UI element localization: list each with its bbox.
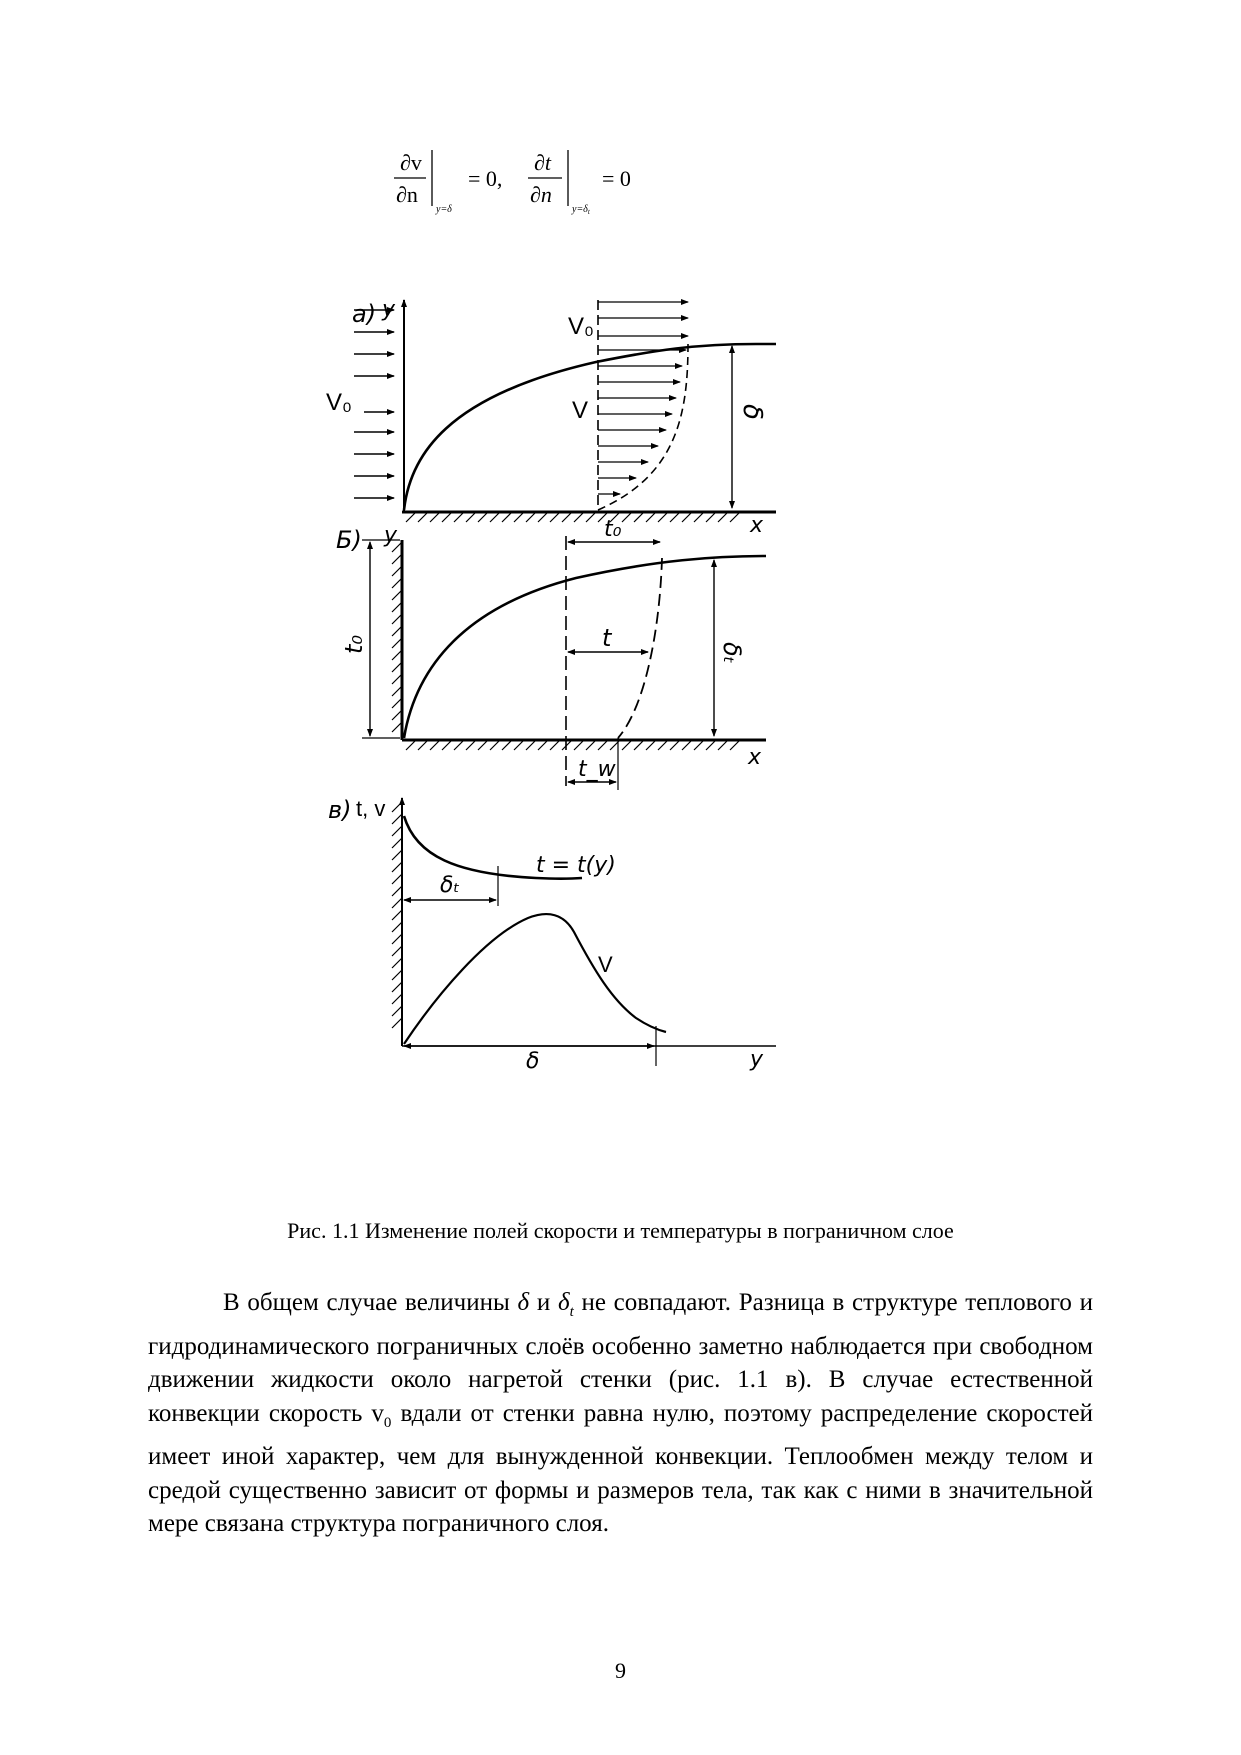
panel-a-v0-left: V₀ [326, 389, 352, 416]
panel-c-t-curve-label: t = t(y) [536, 853, 616, 878]
figure-caption: Рис. 1.1 Изменение полей скорости и температуры в пограничном слое [287, 1218, 954, 1243]
formula-dt: ∂t [534, 150, 551, 175]
boundary-layer-figure [326, 286, 896, 1192]
panel-c-y-label: t, v [356, 796, 386, 821]
panel-b [336, 517, 766, 790]
panel-b-t0-top: t₀ [604, 517, 622, 542]
formula-dv: ∂v [400, 150, 422, 175]
formula-sub-2: $y=\delta_t$ [572, 204, 590, 216]
panel-a-y-label: y [382, 297, 396, 322]
panel-c-wall-hatching [392, 802, 402, 1028]
boundary-condition-formula [380, 148, 700, 218]
delta-t-symbol: $\delta_t$ [557, 1289, 574, 1320]
panel-a-label: а) [352, 300, 377, 328]
panel-b-thermal-curve [404, 556, 766, 738]
formula-eq-2: = 0 [602, 166, 631, 191]
panel-b-y-label: y [384, 523, 398, 548]
panel-c [328, 796, 776, 1074]
v0-subscript: 0 [383, 1414, 392, 1431]
panel-a-profile-arrows [598, 366, 682, 494]
page-number: 9 [615, 1658, 626, 1683]
panel-a-x-label: x [750, 513, 764, 538]
panel-c-v-curve-label: V [598, 952, 613, 977]
delta-symbol: δ [517, 1289, 530, 1316]
panel-c-velocity-curve [404, 914, 666, 1044]
panel-a-free-stream-arrows [598, 302, 688, 350]
panel-b-temperature-profile [618, 558, 662, 738]
panel-c-delta-t-label: δₜ [440, 873, 460, 898]
panel-a-delta-label: δ [737, 404, 767, 420]
panel-c-label: в) [328, 796, 352, 824]
panel-b-tw-label: t_w [578, 757, 616, 782]
formula-eq-1: = 0, [468, 166, 503, 191]
formula-dn-2: ∂n [530, 182, 552, 207]
panel-b-delta-t-label: δₜ [718, 642, 746, 664]
panel-c-x-label: y [750, 1047, 764, 1072]
panel-b-t-label: t [602, 624, 612, 652]
formula-sub-1: y=δ [436, 204, 452, 215]
formula-dn-1: ∂n [396, 182, 418, 207]
panel-a-incoming-arrows [354, 310, 394, 498]
panel-a-boundary-curve [404, 344, 776, 510]
panel-a-velocity-profile [598, 344, 688, 510]
panel-a [326, 297, 776, 538]
panel-c-delta-label: δ [526, 1049, 540, 1074]
panel-a-v0-right: V₀ [568, 313, 594, 340]
body-paragraph: В общем случае величины δ и $\delta_t$ не совпадают. Разница в структуре теплового и гидродинамического пограничных слоёв особенно заметно наблюдается при свободном движении жидкости около нагретой стенки (рис. 1.1 в). В случае естественной конвекции скорость $v_0$ вдали от стенки равна нулю, поэтому распределение скоростей имеет иной характер, чем для вынужденной конвекции. Теплообмен между телом и средой существенно зависит от формы и размеров тела, так как с ними в значительной мере связана структура пограничного слоя. [148, 1289, 1094, 1537]
panel-a-v-label: V [572, 397, 589, 424]
panel-b-label: Б) [336, 526, 362, 554]
panel-b-t0-left: t₀ [340, 634, 368, 654]
panel-b-x-label: x [748, 745, 762, 770]
